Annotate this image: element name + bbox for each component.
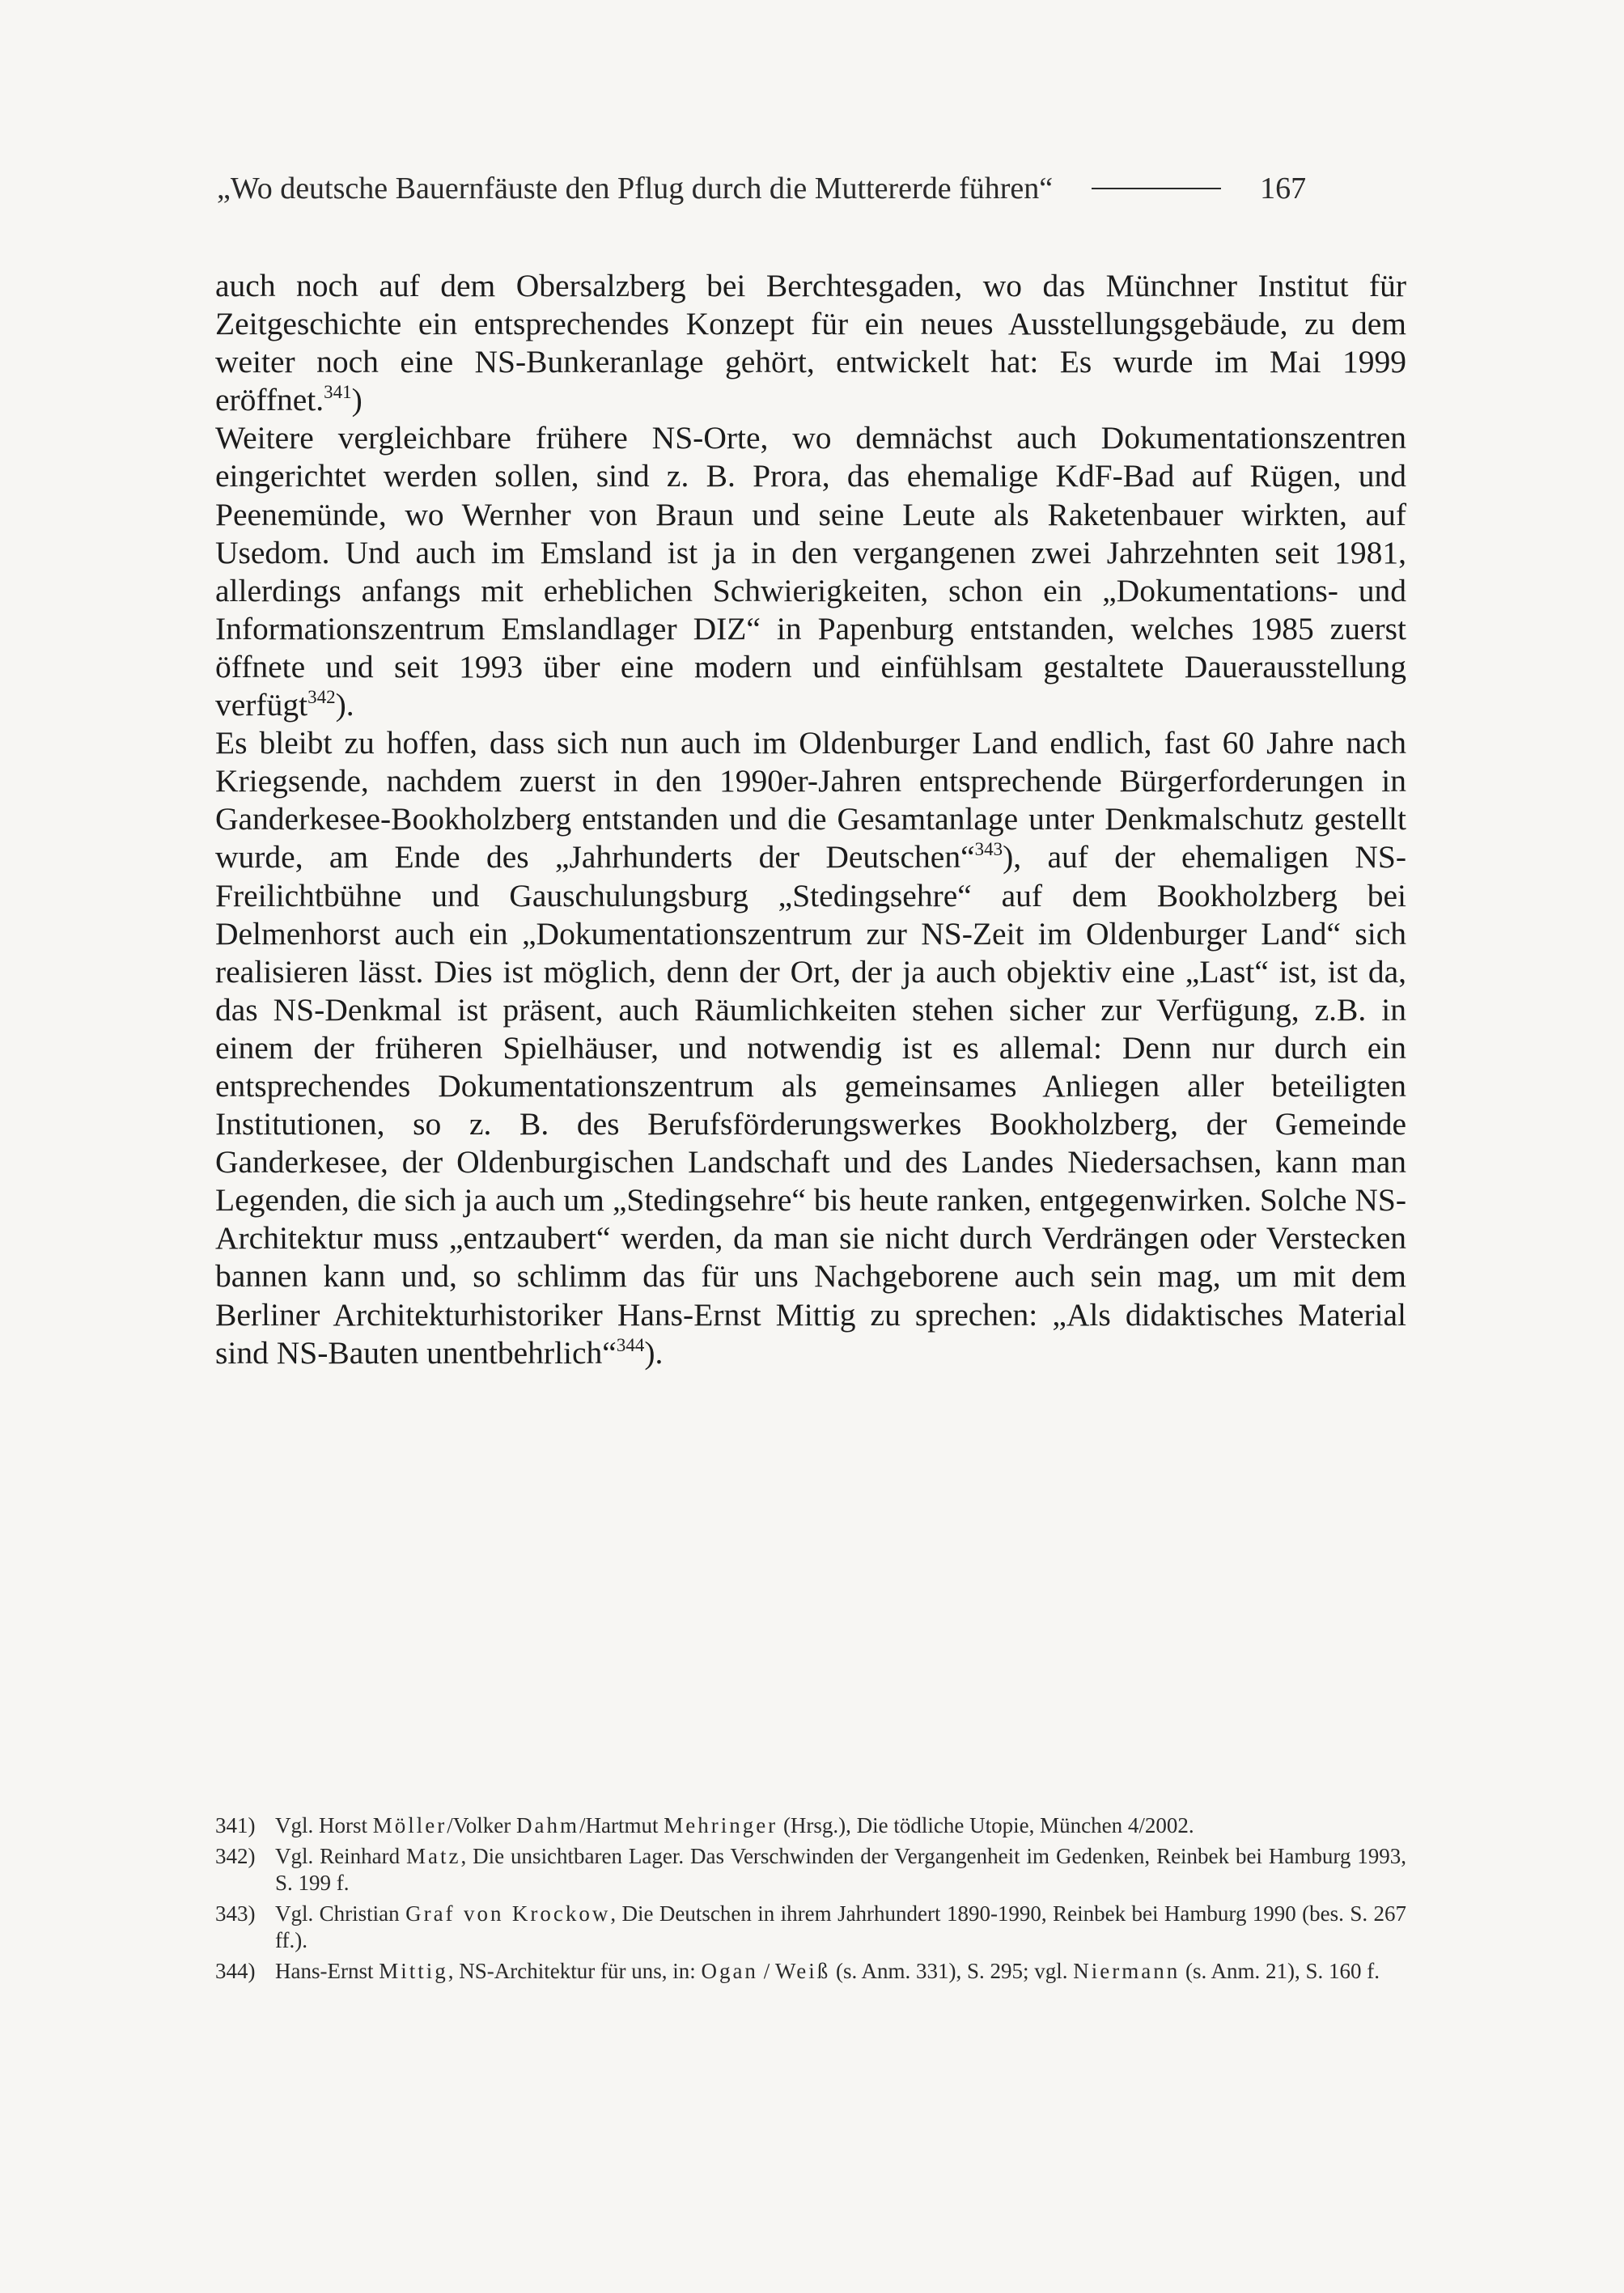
footnote-text [275,1901,1406,1955]
footnote-343 [215,1901,1406,1955]
footnote-text-part: , Die Deutschen in ihrem Jahrhundert 1890-1990, Reinbek bei Hamburg 1990 (bes. S. 267 ff.). [275,1901,1407,1952]
author-name: Ogan [701,1958,758,1983]
footnote-text-part: (s. Anm. 21), S. 160 f. [1180,1958,1380,1983]
footnote-text-part: Vgl. Horst [275,1813,373,1837]
header-title: „Wo deutsche Bauernfäuste den Pflug durch die Muttererde führen“ [217,172,1054,206]
paragraph-3-tail: ). [644,1334,664,1371]
author-name: Mittig [379,1958,448,1983]
footnote-text-part: (s. Anm. 331), S. 295; vgl. [830,1958,1074,1983]
footnote-ref-342: 342 [307,687,336,708]
paragraph-3 [215,724,1406,1372]
footnote-text-part: (Hrsg.), Die tödliche Utopie, München 4/2002. [778,1813,1194,1837]
paragraph-2 [215,419,1406,724]
running-header [217,168,1406,209]
author-name: Möller [372,1813,447,1837]
footnote-number: 342) [215,1843,256,1868]
author-name: Mehringer [664,1813,778,1837]
paragraph-3-middle: ), auf der ehemaligen NS-Freilichtbühne und Gauschulungsburg „Stedingsehre“ auf dem Bookholzberg bei Delmenhorst auch ein „Dokumentationszentrum zur NS-Zeit im Oldenburger Land“ sich realisieren lässt. Dies ist möglich, denn der Ort, der ja auch objektiv eine „Last“ ist, ist da, das NS-Denkmal ist präsent, auch Räumlichkeiten stehen sicher zur Verfügung, z.B. in einem der früheren Spielhäuser, und notwendig ist es allemal: Denn nur durch ein entsprechendes Dokumentationszentrum als gemeinsames Anliegen aller beteiligten Institutionen, so z. B. des Berufsförderungswerkes Bookholzberg, der Gemeinde Ganderkesee, der Oldenburgischen Landschaft und des Landes Niedersachsen, kann man Legenden, die sich ja auch um „Stedingsehre“ bis heute ranken, entgegenwirken. Solche NS-Architektur muss „entzaubert“ werden, da man sie nicht durch Verdrängen oder Verstecken bannen kann und, so schlimm das für uns Nachgeborene auch sein mag, um mit dem Berliner Architekturhistoriker Hans-Ernst Mittig zu sprechen: „Als didaktisches Material sind NS-Bauten unentbehrlich“ [215,839,1406,1371]
paragraph-1 [215,267,1406,419]
footnote-ref-343: 343 [974,839,1003,860]
author-name: Dahm [516,1813,579,1837]
footnote-number: 343) [215,1901,256,1926]
author-name: Matz [406,1843,461,1868]
main-text [215,267,1406,1372]
author-name: Graf von Krockow [405,1901,611,1926]
footnote-342 [215,1843,1406,1897]
footnote-text-part: /Volker [447,1813,516,1837]
author-name: Niermann [1073,1958,1181,1983]
footnote-text-part: Hans-Ernst [275,1958,379,1983]
paragraph-3-text: Es bleibt zu hoffen, dass sich nun auch im Oldenburger Land endlich, fast 60 Jahre nach Kriegsende, nachdem zuerst in den 1990er-Jahren entsprechende Bürgerforderungen in Ganderkesee-Bookholzberg entstanden und die Gesamtanlage unter Denkmalschutz gestellt wurde, am Ende des „Jahrhunderts der Deutschen“ [215,725,1406,875]
footnotes [215,1812,1406,1988]
footnote-text [275,1958,1406,1986]
paragraph-2-text: Weitere vergleichbare frühere NS-Orte, wo demnächst auch Dokumentationszentren eingerichtet werden sollen, sind z. B. Prora, das ehemalige KdF-Bad auf Rügen, und Peenemünde, wo Wernher von Braun und seine Leute als Raketenbauer wirkten, auf Usedom. Und auch im Emsland ist ja in den vergangenen zwei Jahrzehnten seit 1981, allerdings anfangs mit erheblichen Schwierigkeiten, schon ein „Dokumentations- und Informationszentrum Emslandlager DIZ“ in Papenburg entstanden, welches 1985 zuerst öffnete und seit 1993 über eine modern und einfühlsam gestaltete Dauerausstellung verfügt [215,420,1406,723]
footnote-ref-341: 341 [324,382,352,403]
footnote-text-part: /Hartmut [579,1813,664,1837]
page-number: 167 [1260,172,1307,206]
paragraph-1-tail: ) [351,382,363,418]
footnote-ref-344: 344 [616,1334,645,1355]
header-rule [1092,188,1221,189]
paragraph-1-text: auch noch auf dem Obersalzberg bei Berchtesgaden, wo das Münchner Institut für Zeitgeschichte ein entsprechendes Konzept für ein neues Ausstellungsgebäude, zu dem weiter noch eine NS-Bunkeranlage gehört, entwickelt hat: Es wurde im Mai 1999 eröffnet. [215,268,1406,418]
footnote-text [275,1812,1406,1840]
footnote-344 [215,1958,1406,1986]
footnote-341 [215,1812,1406,1840]
footnote-text [275,1843,1406,1897]
footnote-text-part: Vgl. Christian [275,1901,406,1926]
footnote-text-part: , NS-Architektur für uns, in: [447,1958,702,1983]
footnote-number: 341) [215,1813,256,1837]
footnote-text-part: , Die unsichtbaren Lager. Das Verschwinden der Vergangenheit im Gedenken, Reinbek bei Hamburg 1993, S. 199 f. [275,1843,1406,1895]
paragraph-2-tail: ). [335,687,354,723]
author-name: Weiß [774,1958,831,1983]
footnote-number: 344) [215,1958,256,1983]
footnote-text-part: Vgl. Reinhard [275,1843,407,1868]
footnote-text-part: / [757,1958,775,1983]
